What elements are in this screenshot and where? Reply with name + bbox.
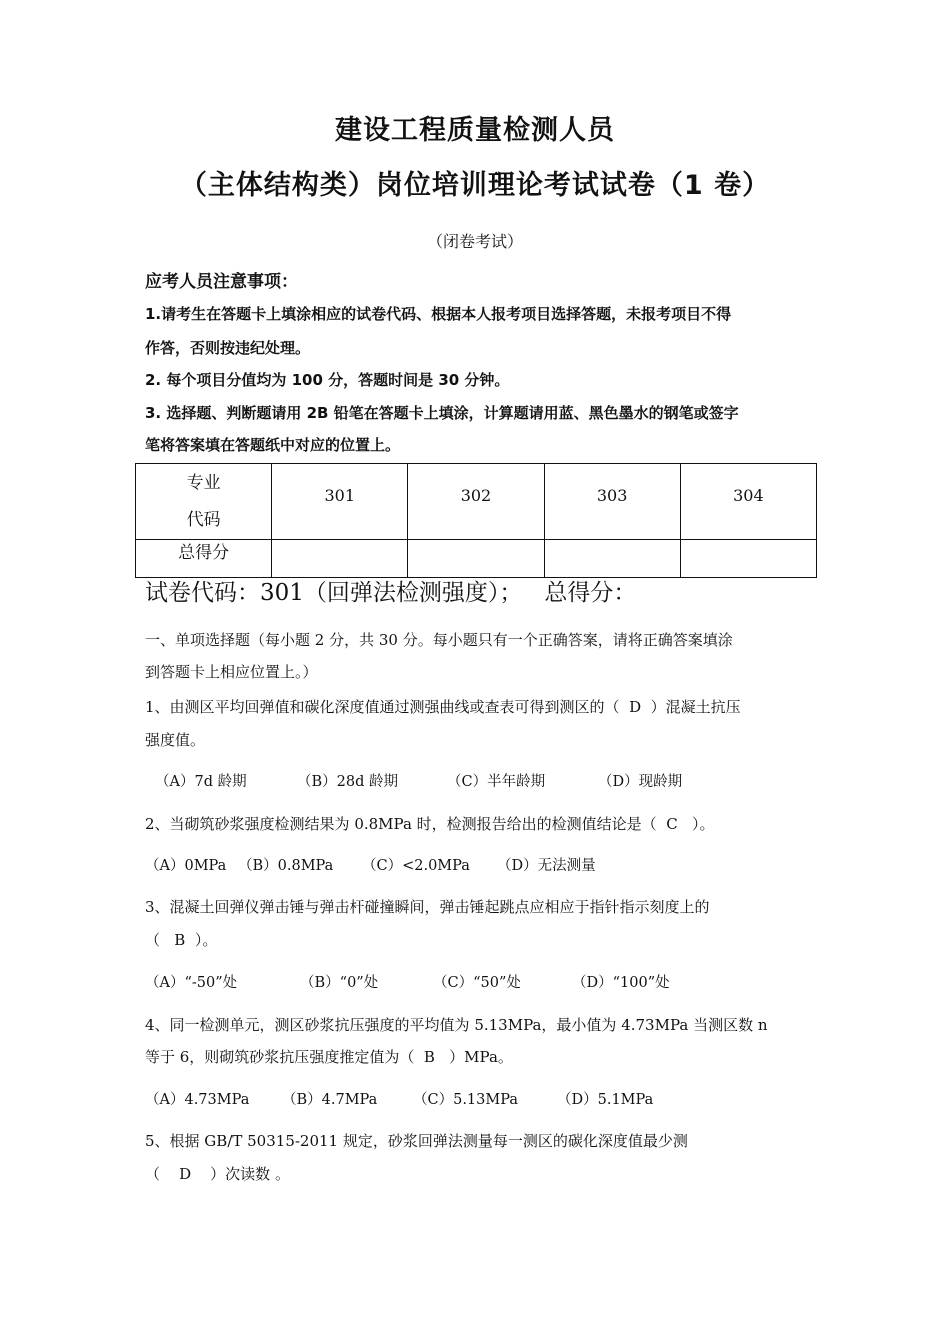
exam-type: （闭卷考试） [426,232,523,251]
score-cell-302[interactable] [408,540,544,578]
question-3-line1: 3、混凝土回弹仪弹击锤与弹击杆碰撞瞬间，弹击锤起跳点应相应于指针指示刻度上的 [145,898,710,916]
question-4-option-b: （B）4.7MPa [282,1092,378,1108]
score-table-code-row [136,464,817,540]
notice-item-1-line1: 1.请考生在答题卡上填涂相应的试卷代码、根据本人报考项目选择答题，未报考项目不得 [145,305,732,323]
code-cell-302: 302 [408,464,544,540]
page-title: 建设工程质量检测人员 [335,115,615,146]
question-1-option-d: （D）现龄期 [598,774,683,790]
question-1-option-b: （B）28d 龄期 [297,774,398,790]
score-table [135,463,817,578]
question-5-line1: 5、根据 GB/T 50315-2011 规定，砂浆回弹法测量每一测区的碳化深度值最少测 [145,1132,688,1150]
specialty-code-label-cell [136,464,272,540]
question-2-option-a: （A）0MPa [145,858,227,874]
question-4-line1: 4、同一检测单元，测区砂浆抗压强度的平均值为 5.13MPa，最小值为 4.73MPa 当测区数 n [145,1016,768,1034]
question-4-option-a: （A）4.73MPa [145,1092,250,1108]
question-3-line2: （ B ）。 [145,931,218,949]
question-2-option-b: （B）0.8MPa [238,858,334,874]
notice-item-2: 2. 每个项目分值均为 100 分，答题时间是 30 分钟。 [145,371,510,389]
section-heading-line2: 到答题卡上相应位置上。） [145,663,318,681]
score-table-total-row [136,540,817,578]
question-1-line1: 1、由测区平均回弹值和碳化深度值通过测强曲线或查表可得到测区的（ D ）混凝土抗压 [145,698,741,716]
question-3-option-c: （C）“50”处 [433,975,521,991]
question-3-option-d: （D）“100”处 [572,975,670,991]
code-cell-304: 304 [680,464,816,540]
notice-item-1-line2: 作答，否则按违纪处理。 [145,339,311,357]
page-subtitle: （主体结构类）岗位培训理论考试试卷（1 卷） [179,170,771,201]
question-4-option-c: （C）5.13MPa [413,1092,518,1108]
question-1-option-a: （A）7d 龄期 [155,774,247,790]
score-cell-301[interactable] [272,540,408,578]
question-3-option-a: （A）“-50”处 [145,975,238,991]
notice-item-3-line1: 3. 选择题、判断题请用 2B 铅笔在答题卡上填涂，计算题请用蓝、黑色墨水的钢笔或签字 [145,404,739,422]
question-2-option-d: （D）无法测量 [497,858,596,874]
question-2-option-c: （C）<2.0MPa [362,858,470,874]
question-4-option-d: （D）5.1MPa [557,1092,654,1108]
total-score-label: 总得分 [136,540,272,578]
notice-item-3-line2: 笔将答案填在答题纸中对应的位置上。 [145,436,401,454]
code-cell-301: 301 [272,464,408,540]
notice-heading: 应考人员注意事项： [145,272,298,292]
section-heading-line1: 一、单项选择题（每小题 2 分，共 30 分。每小题只有一个正确答案，请将正确答案填涂 [145,631,733,649]
question-5-line2: （ D ）次读数 。 [145,1165,290,1183]
score-cell-303[interactable] [544,540,680,578]
score-cell-304[interactable] [680,540,816,578]
question-1-line2: 强度值。 [145,731,206,749]
specialty-label: 专业 [186,472,221,493]
question-3-option-b: （B）“0”处 [300,975,379,991]
question-2-line1: 2、当砌筑砂浆强度检测结果为 0.8MPa 时，检测报告给出的检测值结论是（ C ）。 [145,815,715,833]
question-1-option-c: （C）半年龄期 [447,774,546,790]
code-label: 代码 [186,509,221,530]
question-4-line2: 等于 6，则砌筑砂浆抗压强度推定值为（ B ）MPa。 [145,1048,513,1066]
code-cell-303: 303 [544,464,680,540]
paper-code-line: 试卷代码：301（回弹法检测强度）； 总得分： [145,580,637,606]
